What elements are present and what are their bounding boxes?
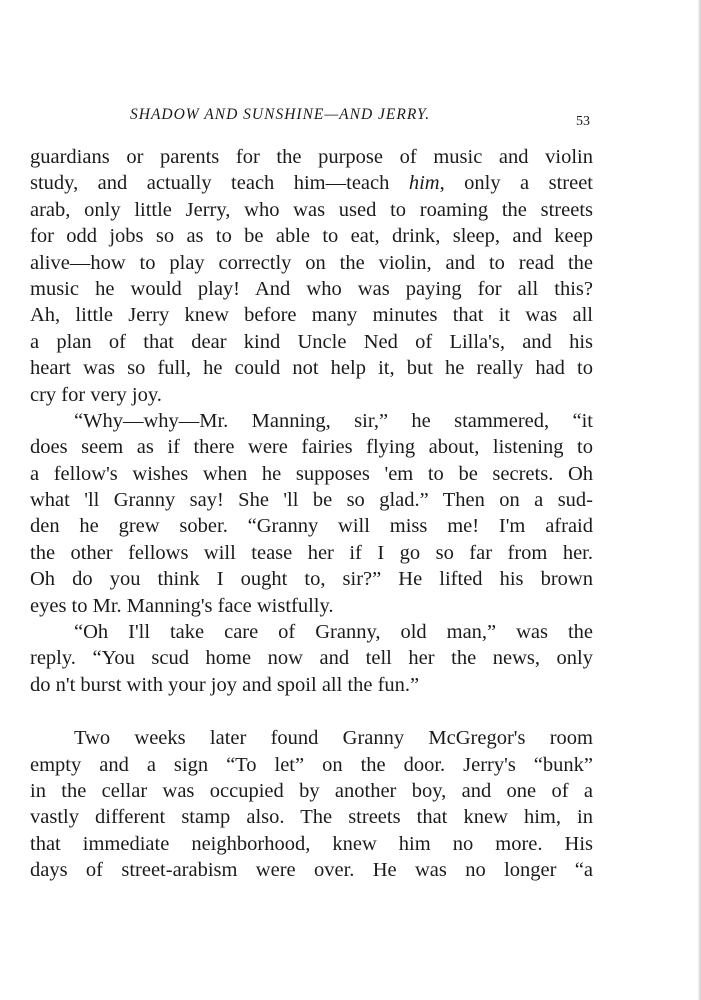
- text-line: in the cellar was occupied by another boy, and one of a: [30, 779, 593, 802]
- text-line: that immediate neighborhood, knew him no more. His: [30, 832, 593, 855]
- text-line: a fellow's wishes when he supposes 'em to be secrets. Oh: [30, 462, 593, 485]
- text-line: what 'll Granny say! She 'll be so glad.” Then on a sud-: [30, 489, 593, 512]
- text-line: vastly different stamp also. The streets that knew him, in: [30, 806, 593, 829]
- section-break: [30, 698, 593, 725]
- text-line: “Oh I'll take care of Granny, old man,” was the: [74, 621, 593, 644]
- text-fragment: study, and actually teach him—teach: [30, 172, 390, 195]
- paragraph-2: [30, 408, 593, 619]
- text-line: guardians or parents for the purpose of music and violin: [30, 146, 593, 168]
- text-line: do n't burst with your joy and spoil all the fun.”: [30, 673, 420, 696]
- text-line: den he grew sober. “Granny will miss me! I'm afraid: [30, 515, 593, 538]
- text-line: empty and a sign “To let” on the door. Jerry's “bunk”: [30, 753, 593, 776]
- page-number: 53: [576, 114, 590, 129]
- text-line: for odd jobs so as to be able to eat, drink, sleep, and keep: [30, 225, 593, 248]
- text-line: does seem as if there were fairies flying about, listening to: [30, 436, 593, 459]
- text-fragment: , only a street: [439, 172, 593, 195]
- text-line: music he would play! And who was paying for all this?: [30, 277, 593, 300]
- text-line: Oh do you think I ought to, sir?” He lifted his brown: [30, 568, 593, 591]
- text-line: heart was so full, he could not help it, but he really had to: [30, 357, 593, 380]
- text-line-with-emphasis: [30, 170, 593, 196]
- text-line: a plan of that dear kind Uncle Ned of Lilla's, and his: [30, 330, 593, 353]
- text-line: the other fellows will tease her if I go so far from her.: [30, 541, 593, 564]
- text-line: arab, only little Jerry, who was used to roaming the streets: [30, 198, 593, 221]
- text-line: Ah, little Jerry knew before many minutes that it was all: [30, 304, 593, 327]
- running-head: SHADOW AND SUNSHINE—AND JERRY.: [130, 106, 431, 123]
- emphasized-word: him: [408, 172, 440, 195]
- paragraph-4: [30, 725, 593, 883]
- text-line: “Why—why—Mr. Manning, sir,” he stammered, “it: [74, 409, 593, 432]
- paragraph-1: [30, 144, 593, 408]
- paragraph-3: [30, 619, 593, 698]
- text-line: reply. “You scud home now and tell her the news, only: [30, 647, 593, 670]
- text-line: Two weeks later found Granny McGregor's room: [74, 727, 593, 750]
- text-line: alive—how to play correctly on the violin, and to read the: [30, 251, 593, 274]
- body-text: [30, 144, 593, 884]
- text-line: days of street-arabism were over. He was no longer “a: [30, 859, 593, 882]
- text-line: cry for very joy.: [30, 383, 162, 406]
- text-line: eyes to Mr. Manning's face wistfully.: [30, 594, 334, 617]
